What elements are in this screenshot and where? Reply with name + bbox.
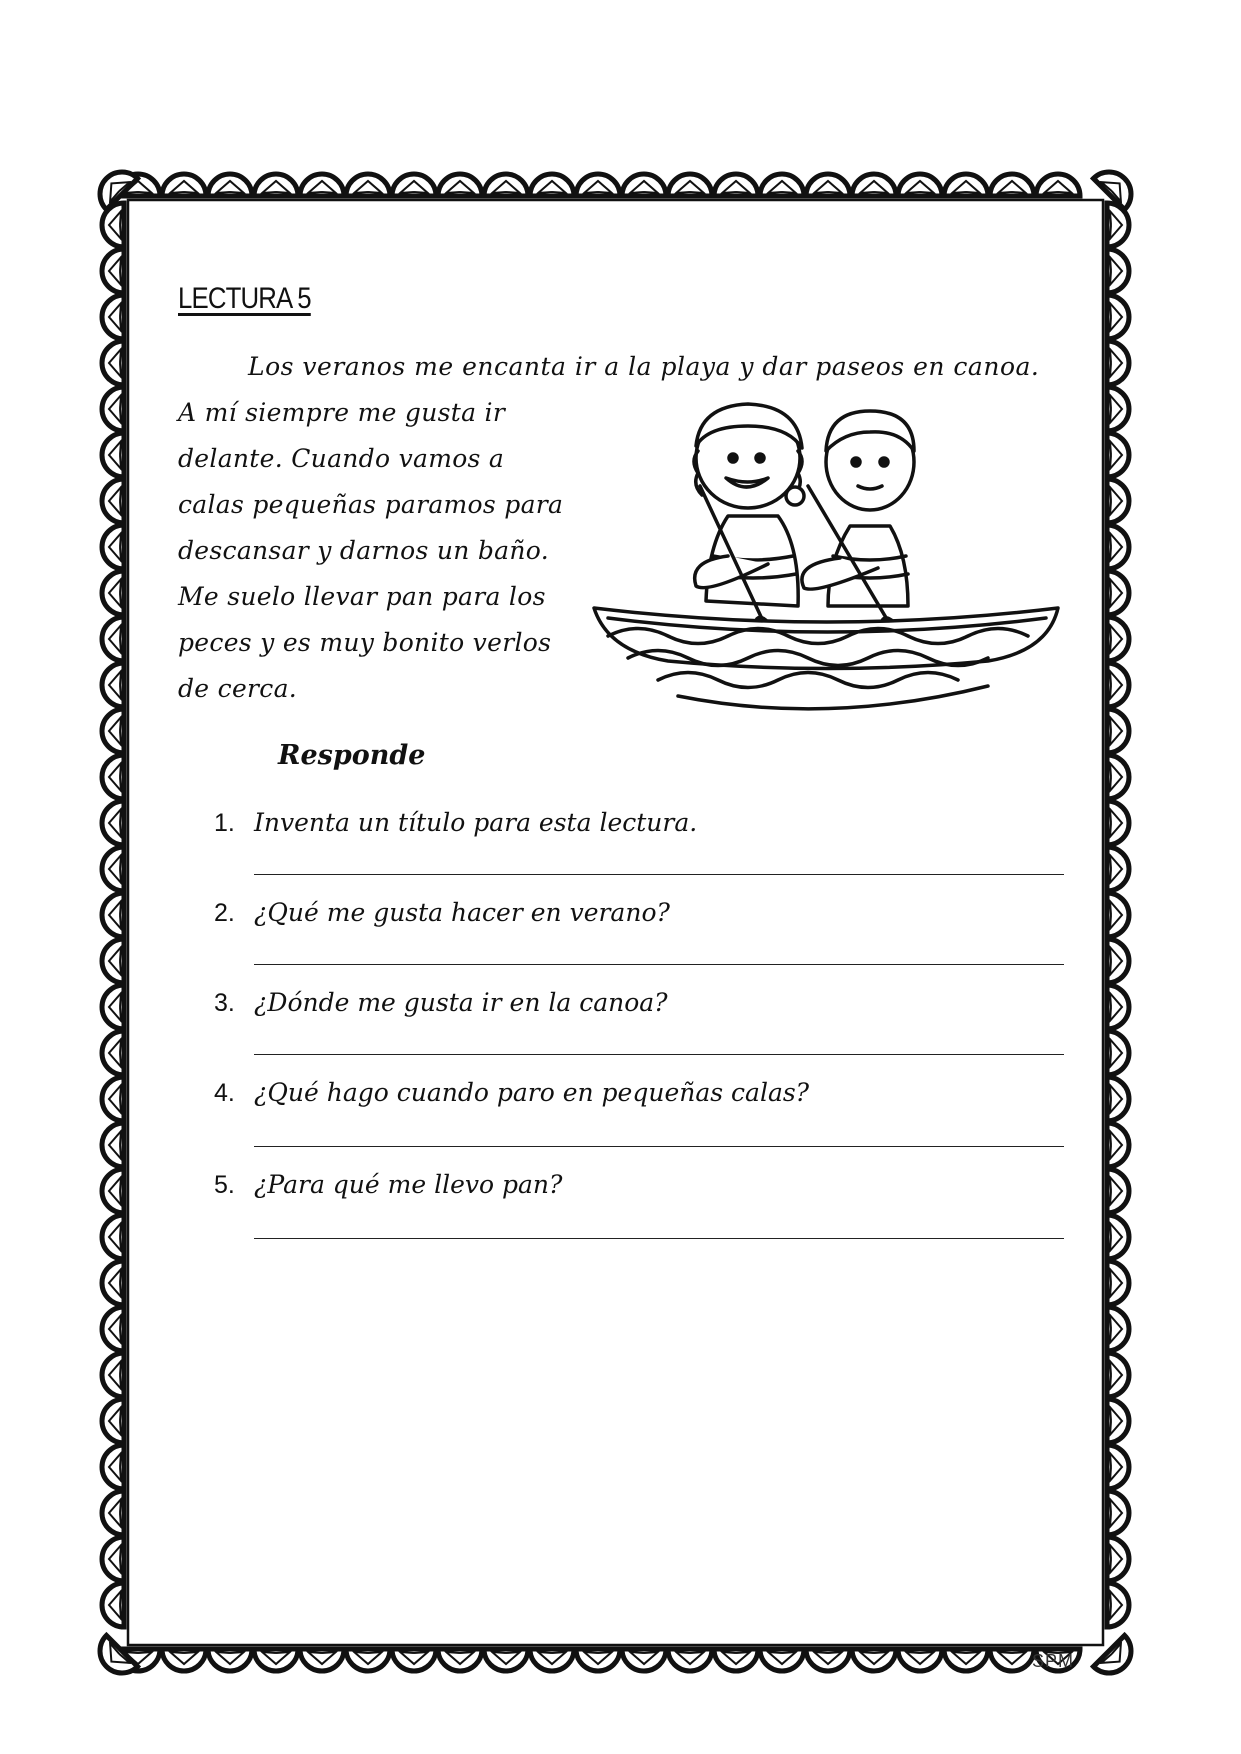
question-number: 2.	[214, 899, 235, 927]
passage-line-3: delante. Cuando vamos a	[178, 444, 505, 473]
question-text: ¿Qué hago cuando paro en pequeñas calas?	[254, 1078, 810, 1107]
passage-line-4: calas pequeñas paramos para	[178, 490, 564, 519]
answer-line-1[interactable]	[254, 874, 1064, 875]
page-title: LECTURA 5	[178, 282, 311, 315]
question-text: ¿Dónde me gusta ir en la canoa?	[254, 988, 668, 1017]
answer-line-4[interactable]	[254, 1146, 1064, 1147]
passage-line-1: Los veranos me encanta ir a la playa y dar paseos en canoa.	[248, 352, 1040, 381]
question-text: Inventa un título para esta lectura.	[254, 808, 698, 837]
question-number: 4.	[214, 1079, 235, 1107]
canoe-kids-illustration	[588, 396, 1068, 721]
answer-line-5[interactable]	[254, 1238, 1064, 1239]
responde-heading: Responde	[278, 740, 426, 771]
question-number: 1.	[214, 809, 235, 837]
question-5	[214, 1170, 562, 1200]
passage-line-5: descansar y darnos un baño.	[178, 536, 549, 565]
answer-line-3[interactable]	[254, 1054, 1064, 1055]
question-number: 3.	[214, 989, 235, 1017]
passage-line-2: A mí siempre me gusta ir	[178, 398, 506, 427]
question-text: ¿Qué me gusta hacer en verano?	[254, 898, 670, 927]
passage-line-6: Me suelo llevar pan para los	[178, 582, 546, 611]
answer-line-2[interactable]	[254, 964, 1064, 965]
question-2	[214, 898, 670, 928]
author-signature: SPM	[1032, 1651, 1075, 1671]
question-number: 5.	[214, 1171, 235, 1199]
passage-line-8: de cerca.	[178, 674, 298, 703]
question-3	[214, 988, 668, 1018]
question-text: ¿Para qué me llevo pan?	[254, 1170, 563, 1199]
passage-line-7: peces y es muy bonito verlos	[178, 628, 552, 657]
question-1	[214, 808, 697, 838]
question-4	[214, 1078, 809, 1108]
